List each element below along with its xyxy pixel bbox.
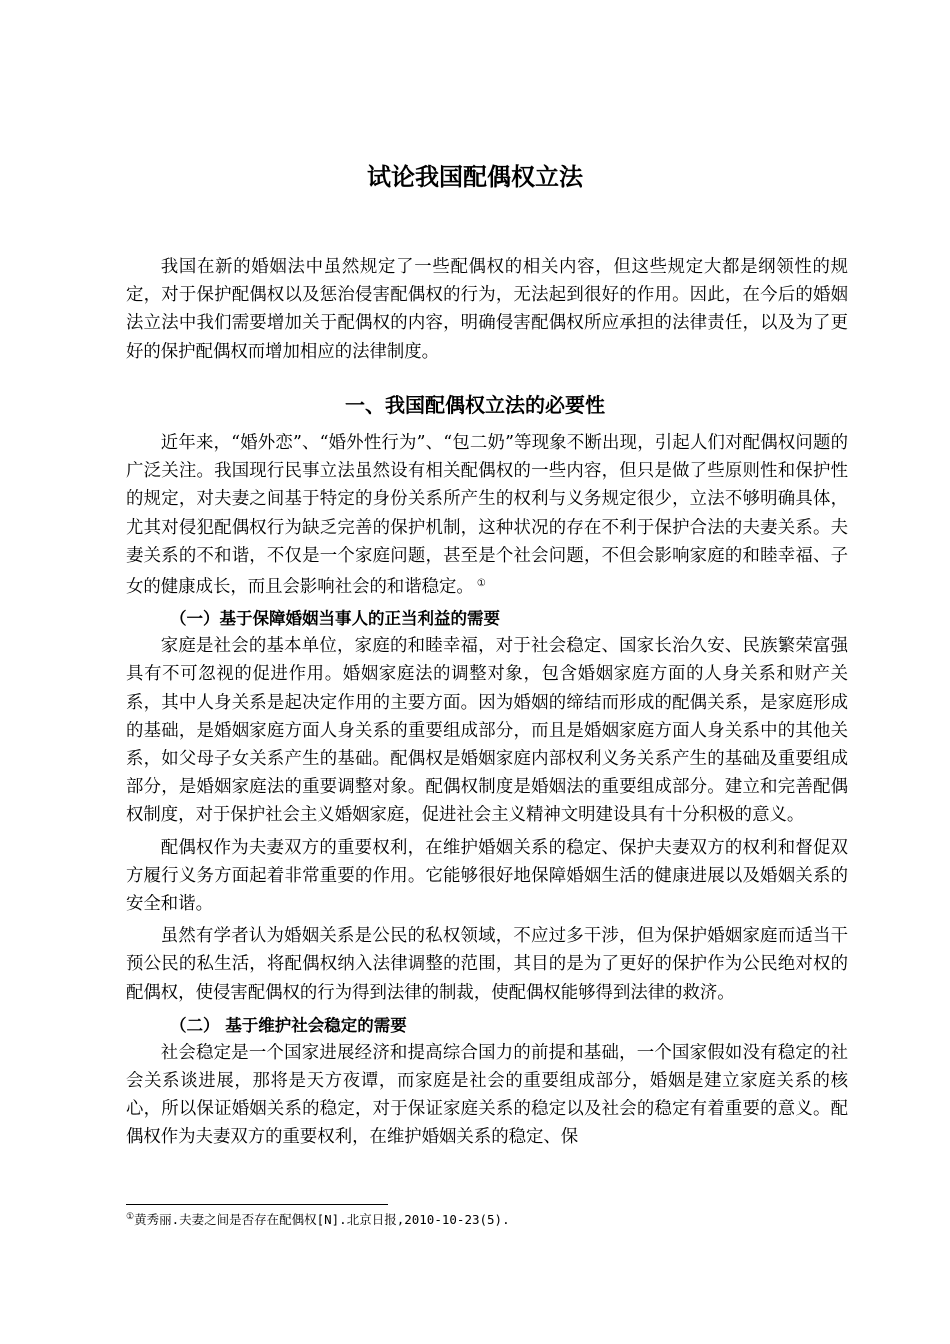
section-1-intro-text: 近年来，“婚外恋”、“婚外性行为”、“包二奶”等现象不断出现，引起人们对配偶权问题的广泛关注。我国现行民事立法虽然设有相关配偶权的一些内容，但只是做了些原则性和保护性的规定，对夫妻之间基于特定的身份关系所产生的权利与义务规定很少，立法不够明确具体，尤其对侵犯配偶权行为缺乏完善的保护机制，这种状况的存在不利于保护合法的夫妻关系。夫妻关系的不和谐，不仅是一个家庭问题，甚至是个社会问题，不但会影响家庭的和睦幸福、子女的健康成长，而且会影响社会的和谐稳定。 <box>126 433 848 598</box>
footnote-mark: ① <box>126 1212 135 1222</box>
section-1-body <box>126 429 848 1152</box>
footnote-reference: ① <box>476 578 486 590</box>
subsection-heading-1: （一）基于保障婚姻当事人的正当利益的需要 <box>170 609 500 629</box>
footnote-text: 黄秀丽.夫妻之间是否存在配偶权[N].北京日报,2010-10-23(5). <box>134 1212 510 1227</box>
abstract-paragraph: 我国在新的婚姻法中虽然规定了一些配偶权的相关内容，但这些规定大都是纲领性的规定，对于保护配偶权以及惩治侵害配偶权的行为，无法起到很好的作用。因此，在今后的婚姻法立法中我们需要增加关于配偶权的内容，明确侵害配偶权所应承担的法律责任，以及为了更好的保护配偶权而增加相应的法律制度。 <box>126 257 848 362</box>
subsection-2-paragraph-1: 社会稳定是一个国家进展经济和提高综合国力的前提和基础，一个国家假如没有稳定的社会关系谈进展，那将是天方夜谭，而家庭是社会的重要组成部分，婚姻是建立家庭关系的核心，所以保证婚姻关系的稳定，对于保证家庭关系的稳定以及社会的稳定有着重要的意义。配偶权作为夫妻双方的重要权利，在维护婚姻关系的稳定、保 <box>126 1042 848 1148</box>
subsection-1-paragraph-3: 虽然有学者认为婚姻关系是公民的私权领域，不应过多干涉，但为保护婚姻家庭而适当干预公民的私生活，将配偶权纳入法律调整的范围，其目的是为了更好的保护作为公民绝对权的配偶权，使侵害配偶权的行为得到法律的制裁，使配偶权能够得到法律的救济。 <box>126 926 848 1003</box>
subsection-heading-2: （二） 基于维护社会稳定的需要 <box>170 1015 407 1035</box>
subsection-1-paragraph-1: 家庭是社会的基本单位，家庭的和睦幸福，对于社会稳定、国家长治久安、民族繁荣富强具有不可忽视的促进作用。婚姻家庭法的调整对象，包含婚姻家庭方面的人身关系和财产关系，其中人身关系是起决定作用的主要方面。因为婚姻的缔结而形成的配偶关系，是家庭形成的基础，是婚姻家庭方面人身关系的重要组成部分，而且是婚姻家庭方面人身关系中的其他关系，如父母子女关系产生的基础。配偶权是婚姻家庭内部权利义务关系产生的基础及重要组成部分，是婚姻家庭法的重要调整对象。配偶权制度是婚姻法的重要组成部分。建立和完善配偶权制度，对于保护社会主义婚姻家庭，促进社会主义精神文明建设具有十分积极的意义。 <box>126 636 848 826</box>
subsection-1-paragraph-2: 配偶权作为夫妻双方的重要权利，在维护婚姻关系的稳定、保护夫妻双方的权利和督促双方履行义务方面起着非常重要的作用。它能够很好地保障婚姻生活的健康进展以及婚姻关系的安全和谐。 <box>126 837 848 915</box>
section-heading-1: 一、我国配偶权立法的必要性 <box>345 393 605 417</box>
footnote <box>126 1208 848 1229</box>
section-1-intro <box>126 429 848 601</box>
document-title: 试论我国配偶权立法 <box>367 163 583 191</box>
footnote-divider <box>126 1204 388 1205</box>
